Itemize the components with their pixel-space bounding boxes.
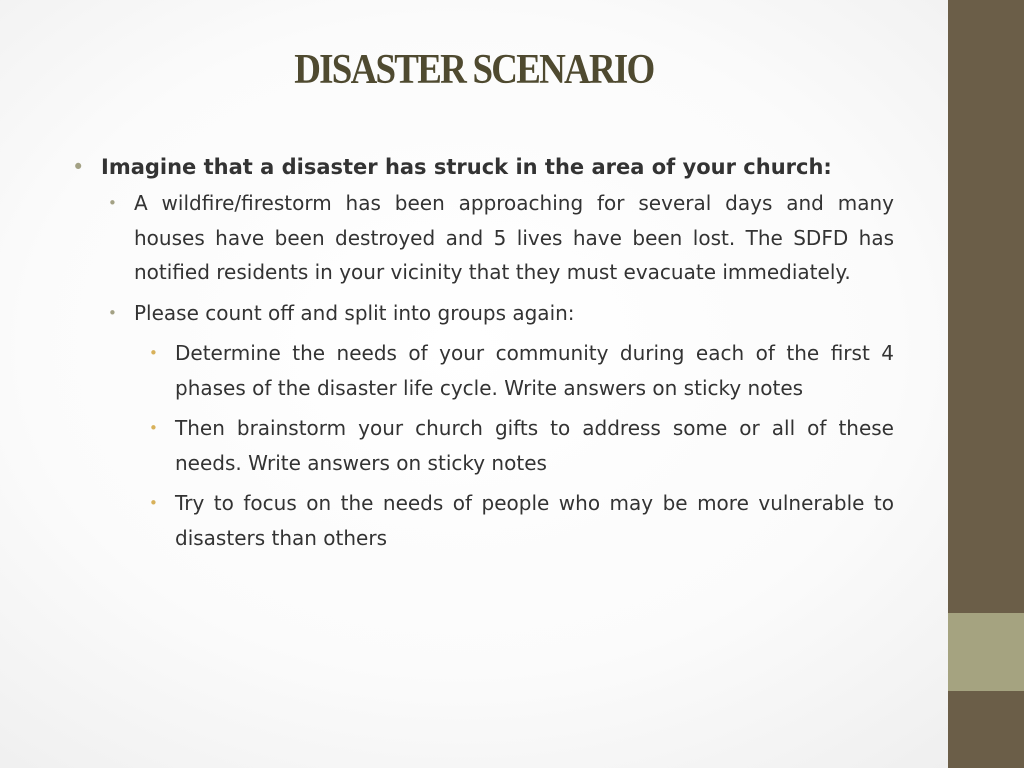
sidebar-dark-block-top xyxy=(948,0,1024,613)
slide-title: DISASTER SCENARIO xyxy=(294,47,654,93)
bullet-level3 xyxy=(149,336,894,405)
bullet-text-main: Imagine that a disaster has struck in the area of your church: xyxy=(101,155,832,179)
bullet-text-brainstorm: Then brainstorm your church gifts to address some or all of these needs. Write answers on sticky notes xyxy=(175,416,894,475)
bullet-level2 xyxy=(108,186,894,290)
decorative-sidebar xyxy=(948,0,1024,768)
bullet-text-vulnerable: Try to focus on the needs of people who may be more vulnerable to disasters than others xyxy=(175,491,894,550)
bullet-level1 xyxy=(72,150,894,184)
bullet-dot-icon: • xyxy=(149,344,158,362)
bullet-level2 xyxy=(108,296,894,331)
bullet-dot-icon: • xyxy=(149,419,158,437)
bullet-text-groups: Please count off and split into groups again: xyxy=(134,300,575,325)
sidebar-light-block xyxy=(948,613,1024,691)
sidebar-dark-block-bottom xyxy=(948,691,1024,768)
bullet-dot-icon: • xyxy=(72,155,85,179)
bullet-dot-icon: • xyxy=(108,194,117,212)
bullet-level3 xyxy=(149,411,894,480)
bullet-text-needs: Determine the needs of your community during each of the first 4 phases of the disaster life cycle. Write answers on sticky notes xyxy=(175,341,894,400)
bullet-dot-icon: • xyxy=(108,303,117,322)
bullet-level3 xyxy=(149,486,894,555)
slide-content xyxy=(72,150,894,561)
bullet-text-wildfire: A wildfire/firestorm has been approaching for several days and many houses have been destroyed and 5 lives have been lost. The SDFD has notified residents in your vicinity that they must evacuate immediately. xyxy=(134,191,894,284)
bullet-dot-icon: • xyxy=(149,494,158,512)
